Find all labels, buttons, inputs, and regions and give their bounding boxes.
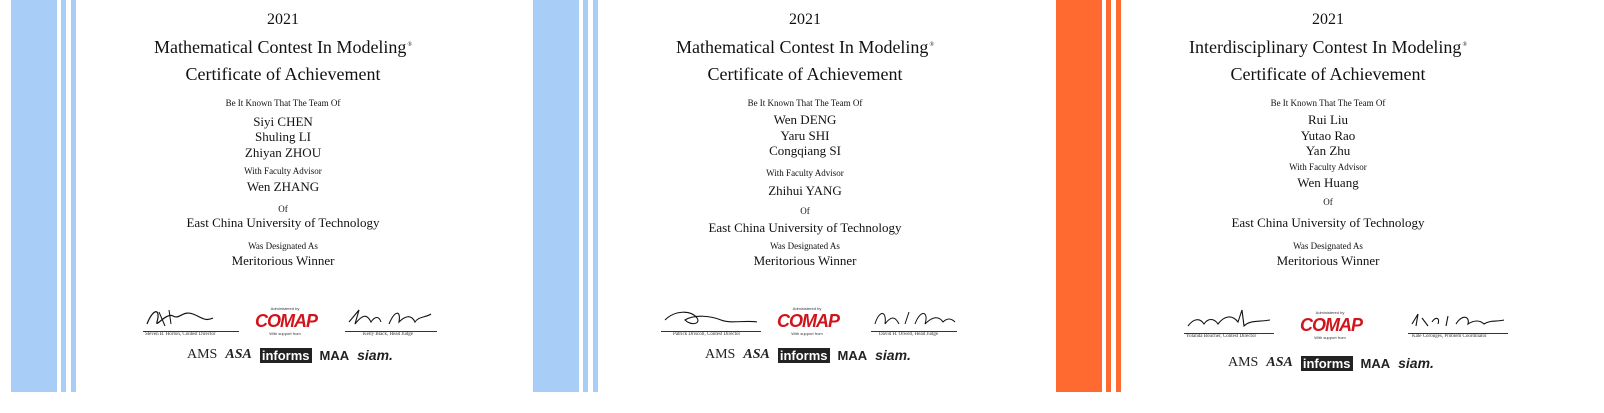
designation: Meritorious Winner <box>753 253 857 268</box>
of-label: Of <box>1323 197 1333 207</box>
certificate-title: Certificate of Achievement <box>185 64 381 84</box>
siam-logo: siam. <box>357 347 393 363</box>
signature-left <box>143 304 239 332</box>
of-label: Of <box>278 204 288 214</box>
maa-logo: MAA <box>319 347 350 363</box>
team-member: Yaru SHI <box>780 128 830 143</box>
border-stripe <box>1056 0 1102 392</box>
team-member: Yan Zhu <box>1305 143 1351 158</box>
designated-label: Was Designated As <box>1293 241 1363 251</box>
siam-logo: siam. <box>1398 355 1434 371</box>
advisor-name: Wen ZHANG <box>246 179 320 194</box>
signature-scribble <box>1408 306 1508 332</box>
designation: Meritorious Winner <box>1276 253 1380 268</box>
advisor-label: With Faculty Advisor <box>1289 162 1367 172</box>
informs-logo: informs <box>779 347 828 363</box>
signature-scribble <box>871 304 957 330</box>
be-it-known: Be It Known That The Team Of <box>225 98 341 108</box>
maa-logo: MAA <box>1360 355 1391 371</box>
asa-logo: ASA <box>743 347 770 362</box>
signature-caption: Kelly Black, Head Judge <box>363 332 413 337</box>
informs-logo: informs <box>261 347 310 363</box>
certificate-2 <box>533 0 1055 392</box>
signature-scribble <box>143 304 239 330</box>
ams-logo: AMS <box>705 347 736 362</box>
informs-logo: informs <box>1302 355 1351 371</box>
designated-label: Was Designated As <box>770 241 840 251</box>
team-member: Siyi CHEN <box>253 114 313 129</box>
registered-mark-icon: ® <box>407 42 412 48</box>
signature-caption: Yolanda Boucher, Contest Director <box>1186 334 1257 339</box>
signature-left <box>1184 306 1274 334</box>
maa-logo: MAA <box>837 347 868 363</box>
university: East China University of Technology <box>1231 215 1425 230</box>
ams-logo: AMS <box>187 347 218 362</box>
university: East China University of Technology <box>708 220 902 235</box>
team-member: Wen DENG <box>773 112 837 127</box>
registered-mark-icon: ® <box>929 42 934 48</box>
signature-scribble <box>661 304 761 330</box>
siam-logo: siam. <box>875 347 911 363</box>
team-member: Zhiyan ZHOU <box>244 145 322 160</box>
asa-logo: ASA <box>225 347 252 362</box>
team-member: Shuling LI <box>255 129 311 144</box>
advisor-label: With Faculty Advisor <box>766 168 844 178</box>
border-stripe <box>11 0 57 392</box>
sponsor-logos <box>705 344 911 366</box>
team-member: Congqiang SI <box>769 143 841 158</box>
sponsor-logos <box>1228 352 1434 374</box>
contest-name: Mathematical Contest In Modeling® <box>675 37 934 57</box>
certificate-title: Certificate of Achievement <box>707 64 903 84</box>
advisor-label: With Faculty Advisor <box>244 166 322 176</box>
asa-logo: ASA <box>1266 355 1293 370</box>
sponsor-logos <box>187 344 393 366</box>
signature-caption: David H. Olwell, Head Judge <box>879 332 939 337</box>
university: East China University of Technology <box>186 215 380 230</box>
contest-name: Mathematical Contest In Modeling® <box>153 37 412 57</box>
be-it-known: Be It Known That The Team Of <box>1270 98 1386 108</box>
registered-mark-icon: ® <box>1462 42 1467 48</box>
advisor-name: Wen Huang <box>1297 175 1359 190</box>
contest-name: Interdisciplinary Contest In Modeling® <box>1188 37 1467 57</box>
signature-right <box>1408 306 1508 334</box>
designation: Meritorious Winner <box>231 253 335 268</box>
comap-logo: Administered by COMAP With support from <box>1300 310 1362 340</box>
signature-left <box>661 304 761 332</box>
advisor-name: Zhihui YANG <box>768 183 842 198</box>
team-member: Rui Liu <box>1307 112 1349 127</box>
signature-caption: Kate Coronges, Problem Coordinator <box>1412 334 1487 339</box>
signature-scribble <box>1184 306 1274 332</box>
ams-logo: AMS <box>1228 355 1259 370</box>
certificate-3 <box>1056 0 1578 392</box>
of-label: Of <box>800 206 810 216</box>
comap-logo: Administered by COMAP With support from <box>255 306 317 336</box>
border-stripe <box>533 0 579 392</box>
designated-label: Was Designated As <box>248 241 318 251</box>
signature-caption: Patrick Driscoll, Contest Director <box>673 332 741 337</box>
certificate-1 <box>11 0 533 392</box>
signature-right <box>871 304 957 332</box>
year: 2021 <box>1312 11 1344 28</box>
year: 2021 <box>789 11 821 28</box>
be-it-known: Be It Known That The Team Of <box>747 98 863 108</box>
signature-caption: Steven B. Horton, Contest Director <box>145 332 216 337</box>
signature-right <box>345 304 437 332</box>
signature-scribble <box>345 304 437 330</box>
certificate-title: Certificate of Achievement <box>1230 64 1426 84</box>
comap-logo: Administered by COMAP With support from <box>777 306 839 336</box>
year: 2021 <box>267 11 299 28</box>
team-member: Yutao Rao <box>1300 128 1356 143</box>
